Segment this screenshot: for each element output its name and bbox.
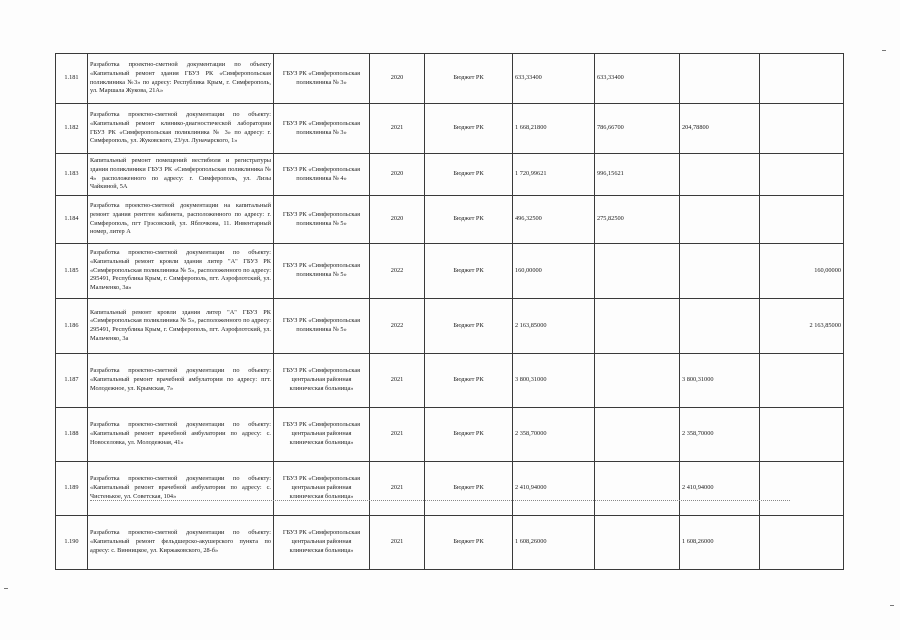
total-amount: 633,33400 xyxy=(513,54,595,104)
amount-2021 xyxy=(680,299,760,354)
year: 2020 xyxy=(370,154,425,196)
project-description: Разработка проектно-сметной документации по объекту: «Капитальный ремонт врачебной амбулатории по адресу: с. Новоселовка, ул. Молодежная, 41» xyxy=(88,408,274,462)
amount-2021 xyxy=(680,196,760,244)
funding-source: Бюджет РК xyxy=(425,154,513,196)
amount-2020 xyxy=(595,462,680,516)
table-row xyxy=(56,104,844,154)
funding-source: Бюджет РК xyxy=(425,408,513,462)
organization: ГБУЗ РК «Симферопольская центральная районная клиническая больница» xyxy=(274,408,370,462)
project-description: Разработка проектно-сметной документации по объекту «Капитальный ремонт здания ГБУЗ РК «Симферопольская поликлиника №3» по адресу: Республика Крым, г. Симферополь, ул. Маршала Жукова, 21А» xyxy=(88,54,274,104)
project-description: Разработка проектно-сметной документации по объекту: «Капитальный ремонт врачебной амбулатории по адресу: с. Чистенькое, ул. Советская, 104» xyxy=(88,462,274,516)
total-amount: 2 358,70000 xyxy=(513,408,595,462)
amount-2021: 2 410,94000 xyxy=(680,462,760,516)
amount-2021: 3 800,31000 xyxy=(680,354,760,408)
organization: ГБУЗ РК «Симферопольская поликлиника № 5» xyxy=(274,196,370,244)
amount-2021 xyxy=(680,244,760,299)
amount-2020 xyxy=(595,408,680,462)
project-description: Разработка проектно-сметной документации по объекту: «Капитальный ремонт фельдшерско-акушерского пункта по адресу: с. Винницкое, ул. Киржаковского, 28-б» xyxy=(88,516,274,570)
amount-2022 xyxy=(760,462,844,516)
project-description: Капитальный ремонт помещений вестибюля и регистратуры здания поликлиники ГБУЗ РК «Симферопольская поликлиника № 4» расположенного по адресу: г. Симферополь, ул. Лизы Чайкиной, 5А xyxy=(88,154,274,196)
organization: ГБУЗ РК «Симферопольская поликлиника № 3» xyxy=(274,54,370,104)
year: 2021 xyxy=(370,516,425,570)
row-number: 1.182 xyxy=(56,104,88,154)
amount-2020 xyxy=(595,244,680,299)
amount-2021 xyxy=(680,54,760,104)
amount-2021 xyxy=(680,154,760,196)
total-amount: 496,32500 xyxy=(513,196,595,244)
total-amount: 1 720,99621 xyxy=(513,154,595,196)
organization: ГБУЗ РК «Симферопольская центральная районная клиническая больница» xyxy=(274,354,370,408)
table-row xyxy=(56,299,844,354)
row-number: 1.184 xyxy=(56,196,88,244)
total-amount: 3 800,31000 xyxy=(513,354,595,408)
amount-2020: 996,15621 xyxy=(595,154,680,196)
project-description: Капитальный ремонт кровли здания литер "А" ГБУЗ РК «Симферопольская поликлиника № 5», расположенного по адресу: 295491, Республика Крым, г. Симферополь, пгт. Аэрофлотский, ул. Мальченко, 3а xyxy=(88,299,274,354)
scan-edge-mark xyxy=(890,605,894,606)
amount-2022 xyxy=(760,154,844,196)
organization: ГБУЗ РК «Симферопольская центральная районная клиническая больница» xyxy=(274,516,370,570)
year: 2020 xyxy=(370,196,425,244)
registry-body xyxy=(56,54,844,570)
year: 2021 xyxy=(370,104,425,154)
total-amount: 1 668,21800 xyxy=(513,104,595,154)
amount-2022 xyxy=(760,408,844,462)
registry-table xyxy=(55,53,844,570)
table-row xyxy=(56,462,844,516)
total-amount: 2 163,85000 xyxy=(513,299,595,354)
total-amount: 1 608,26000 xyxy=(513,516,595,570)
project-description: Разработка проектно-сметной документации по объекту: «Капитальный ремонт кровли здания литер "А" ГБУЗ РК «Симферопольская поликлиника № 5», расположенного по адресу: 295491, Республика Крым, г. Симферополь, пгт. Аэрофлотский, ул. Мальченко, 3а» xyxy=(88,244,274,299)
amount-2021: 1 608,26000 xyxy=(680,516,760,570)
row-number: 1.186 xyxy=(56,299,88,354)
project-description: Разработка проектно-сметной документации по объекту: «Капитальный ремонт клинико-диагностической лаборатории ГБУЗ РК «Симферопольская поликлиника № 3» по адресу: г. Симферополь, ул. Жуковского, 23/ул. Луначарского, 1» xyxy=(88,104,274,154)
funding-source: Бюджет РК xyxy=(425,354,513,408)
amount-2020 xyxy=(595,354,680,408)
scan-artifact-line xyxy=(90,500,790,501)
funding-source: Бюджет РК xyxy=(425,462,513,516)
row-number: 1.185 xyxy=(56,244,88,299)
amount-2022: 2 163,85000 xyxy=(760,299,844,354)
amount-2020: 786,66700 xyxy=(595,104,680,154)
row-number: 1.181 xyxy=(56,54,88,104)
amount-2022 xyxy=(760,196,844,244)
project-description: Разработка проектно-сметной документации по объекту: «Капитальный ремонт врачебной амбулатории по адресу: пгт. Молодежное, ул. Крымская, 7» xyxy=(88,354,274,408)
project-description: Разработка проектно-сметной документации на капитальный ремонт здания рентген кабинета, расположенного по адресу: г. Симферополь, пгт Грэсовский, ул. Яблочкова, 11. Инвентарный номер, литер А xyxy=(88,196,274,244)
amount-2020 xyxy=(595,299,680,354)
amount-2021: 204,78800 xyxy=(680,104,760,154)
year: 2022 xyxy=(370,299,425,354)
year: 2022 xyxy=(370,244,425,299)
funding-source: Бюджет РК xyxy=(425,299,513,354)
table-row xyxy=(56,154,844,196)
table-row xyxy=(56,244,844,299)
funding-source: Бюджет РК xyxy=(425,244,513,299)
amount-2022 xyxy=(760,104,844,154)
organization: ГБУЗ РК «Симферопольская центральная районная клиническая больница» xyxy=(274,462,370,516)
funding-source: Бюджет РК xyxy=(425,54,513,104)
row-number: 1.189 xyxy=(56,462,88,516)
table-row xyxy=(56,54,844,104)
total-amount: 2 410,94000 xyxy=(513,462,595,516)
table-row xyxy=(56,354,844,408)
table-row xyxy=(56,196,844,244)
year: 2021 xyxy=(370,354,425,408)
amount-2020: 275,82500 xyxy=(595,196,680,244)
table-row xyxy=(56,408,844,462)
year: 2020 xyxy=(370,54,425,104)
funding-source: Бюджет РК xyxy=(425,196,513,244)
organization: ГБУЗ РК «Симферопольская поликлиника № 5» xyxy=(274,299,370,354)
table-row xyxy=(56,516,844,570)
amount-2021: 2 358,70000 xyxy=(680,408,760,462)
row-number: 1.187 xyxy=(56,354,88,408)
amount-2022 xyxy=(760,516,844,570)
organization: ГБУЗ РК «Симферопольская поликлиника № 5» xyxy=(274,244,370,299)
row-number: 1.183 xyxy=(56,154,88,196)
amount-2022 xyxy=(760,354,844,408)
funding-source: Бюджет РК xyxy=(425,516,513,570)
amount-2022 xyxy=(760,54,844,104)
organization: ГБУЗ РК «Симферопольская поликлиника № 4» xyxy=(274,154,370,196)
amount-2020: 633,33400 xyxy=(595,54,680,104)
year: 2021 xyxy=(370,462,425,516)
scan-edge-mark xyxy=(4,588,8,589)
total-amount: 160,00000 xyxy=(513,244,595,299)
amount-2022: 160,00000 xyxy=(760,244,844,299)
row-number: 1.188 xyxy=(56,408,88,462)
year: 2021 xyxy=(370,408,425,462)
funding-source: Бюджет РК xyxy=(425,104,513,154)
amount-2020 xyxy=(595,516,680,570)
row-number: 1.190 xyxy=(56,516,88,570)
scan-edge-mark xyxy=(882,50,886,51)
organization: ГБУЗ РК «Симферопольская поликлиника № 3» xyxy=(274,104,370,154)
